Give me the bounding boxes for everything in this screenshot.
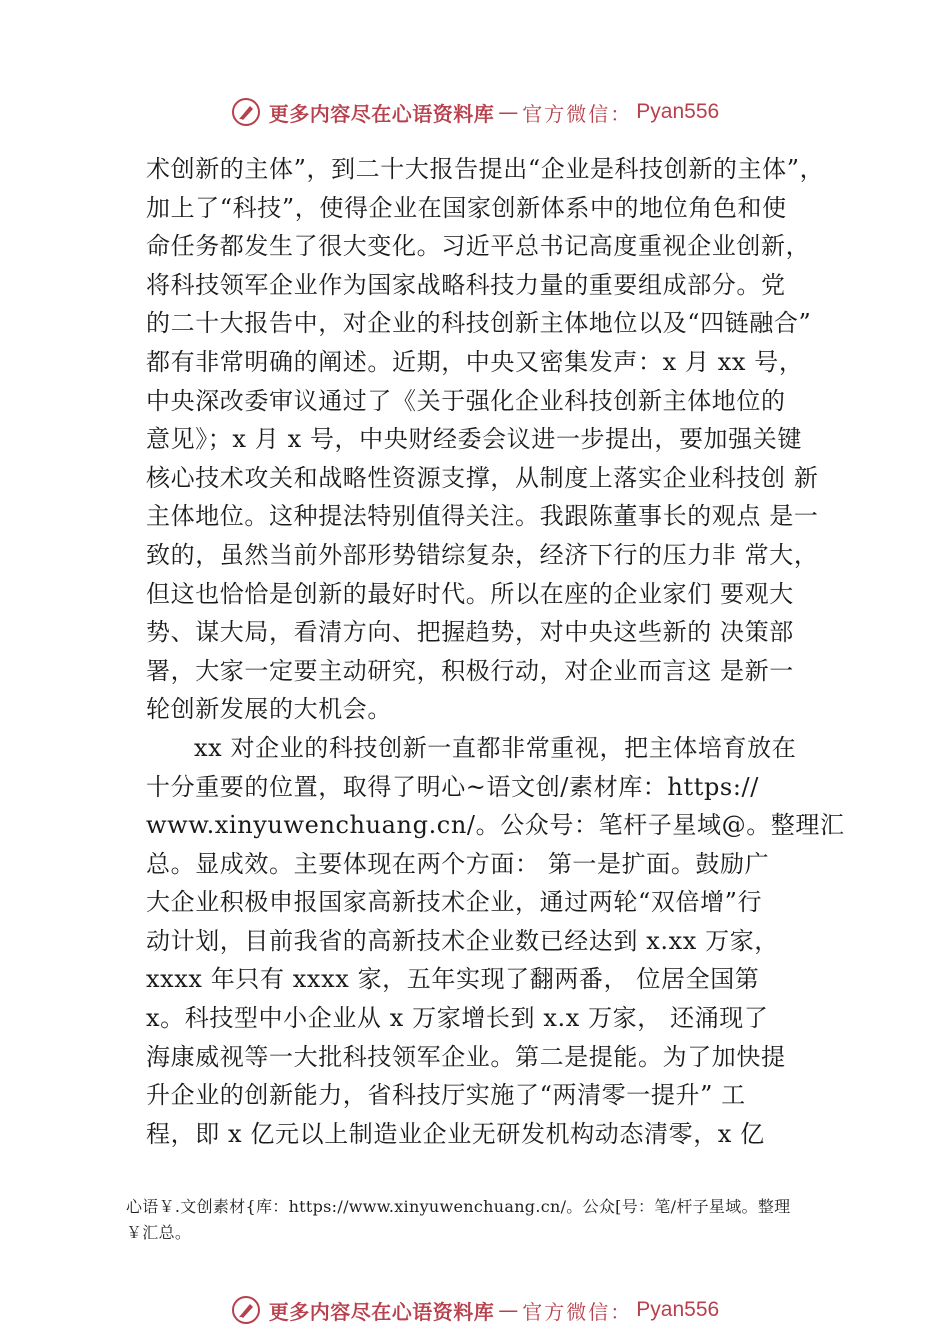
text-line: 大企业积极申报国家高新技术企业，通过两轮“双倍增”行 — [146, 888, 763, 917]
footnote-line: ￥汇总。 — [126, 1223, 192, 1242]
pen-nib-logo-icon — [231, 1295, 261, 1325]
text-line: 的二十大报告中，对企业的科技创新主体地位以及“四链融合” — [146, 309, 812, 338]
header-banner — [0, 92, 950, 132]
text-line: x。科技型中小企业从 x 万家增长到 x.x 万家， 还涌现了 — [146, 1004, 769, 1033]
text-line: 升企业的创新能力，省科技厅实施了“两清零一提升” 工 — [146, 1081, 746, 1110]
text-line: xxxx 年只有 xxxx 家，五年实现了翻两番， 位居全国第 — [146, 965, 760, 994]
text-line: 海康威视等一大批科技领军企业。第二是提能。为了加快提 — [146, 1042, 786, 1071]
text-line: 主体地位。这种提法特别值得关注。我跟陈董事长的观点 是一 — [146, 502, 819, 531]
text-line: 术创新的主体”，到二十大报告提出“企业是科技创新的主体”， — [146, 155, 825, 183]
text-line: 动计划，目前我省的高新技术企业数已经达到 x.xx 万家， — [146, 926, 779, 955]
text-line: 加上了“科技”，使得企业在国家创新体系中的地位角色和使 — [146, 193, 787, 222]
banner-wechat-id: Pyan556 — [636, 100, 720, 123]
text-line: 总。显成效。主要体现在两个方面： 第一是扩面。鼓励广 — [146, 849, 770, 878]
banner-slogan: 更多内容尽在心语资料库 — [268, 101, 495, 126]
text-line: 轮创新发展的大机会。 — [146, 695, 392, 724]
text-line: 都有非常明确的阐述。近期，中央又密集发声：x 月 xx 号， — [146, 347, 804, 376]
banner-wechat-label: 官方微信： — [522, 1299, 633, 1324]
text-line: 署，大家一定要主动研究，积极行动，对企业而言这 是新一 — [146, 656, 794, 685]
banner-wechat-label: 官方微信： — [522, 101, 633, 126]
text-line: www.xinyuwenchuang.cn/。公众号：笔杆子星域@。整理汇 — [146, 811, 845, 840]
document-body — [146, 150, 845, 1153]
text-line: 致的，虽然当前外部形势错综复杂，经济下行的压力非 常大， — [146, 540, 819, 569]
text-line: 中央深改委审议通过了《关于强化企业科技创新主体地位的 — [146, 386, 786, 415]
text-line: xx 对企业的科技创新一直都非常重视，把主体培育放在 — [194, 733, 797, 762]
banner-dash: — — [498, 1298, 519, 1322]
banner-wechat-id: Pyan556 — [636, 1298, 720, 1321]
text-line: 核心技术攻关和战略性资源支撑，从制度上落实企业科技创 新 — [146, 463, 819, 492]
text-line: 将科技领军企业作为国家战略科技力量的重要组成部分。党 — [146, 270, 786, 299]
text-line: 十分重要的位置，取得了明心~语文创/素材库：https:// — [146, 772, 759, 801]
footer-banner — [0, 1290, 950, 1330]
banner-dash: — — [498, 100, 519, 124]
pen-nib-logo-icon — [231, 97, 261, 127]
footnote — [126, 1194, 826, 1246]
banner-slogan: 更多内容尽在心语资料库 — [268, 1299, 495, 1324]
text-line: 命任务都发生了很大变化。习近平总书记高度重视企业创新， — [146, 232, 811, 261]
text-line: 势、谋大局，看清方向、把握趋势，对中央这些新的 决策部 — [146, 618, 794, 647]
footnote-line: 心语￥.文创素材{库：https://www.xinyuwenchuang.cn/。公众[号：笔/杆子星域。整理 — [126, 1197, 791, 1216]
text-line: 但这也恰恰是创新的最好时代。所以在座的企业家们 要观大 — [146, 579, 794, 608]
text-line: 程，即 x 亿元以上制造业企业无研发机构动态清零，x 亿 — [146, 1119, 765, 1148]
text-line: 意见》；x 月 x 号，中央财经委会议进一步提出，要加强关键 — [146, 425, 802, 454]
